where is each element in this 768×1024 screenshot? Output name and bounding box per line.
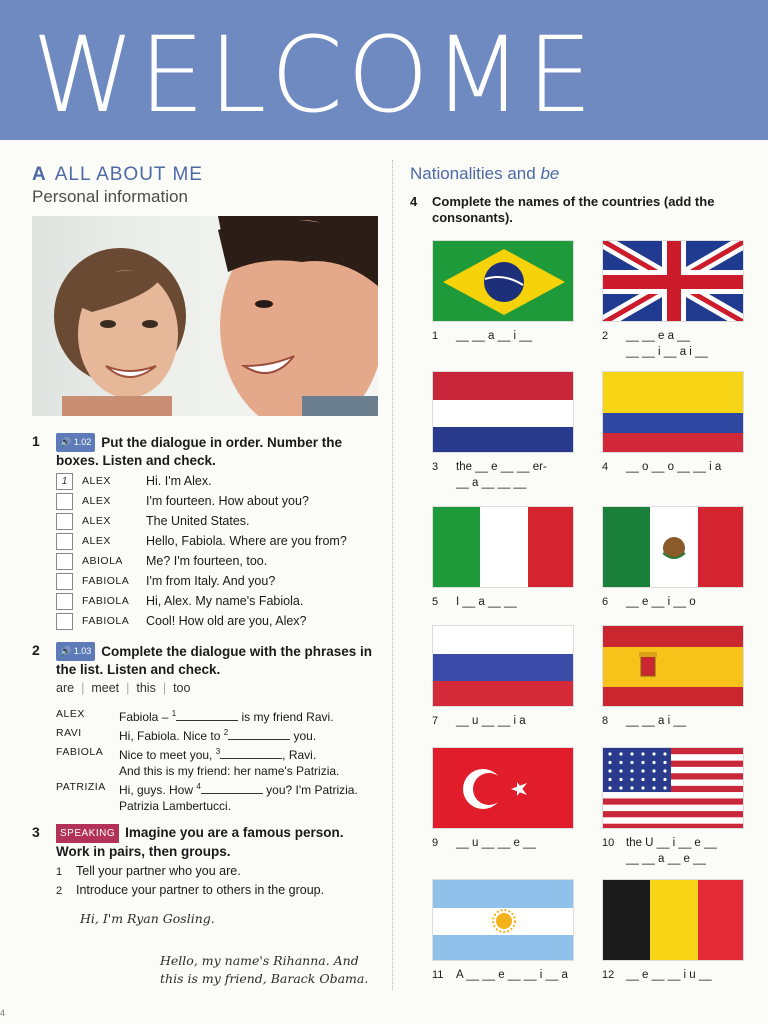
exercise-1-instruction: 🔊 1.02 Put the dialogue in order. Number the boxes. Listen and check. [56, 435, 343, 468]
nationalities-heading: Nationalities and be [410, 164, 560, 183]
dialogue-line: I'm from Italy. And you? [146, 574, 276, 588]
letter-blanks: __ e __ i __ o [626, 596, 696, 608]
word-are: are [56, 681, 75, 695]
spain-flag [602, 625, 744, 707]
item-number: 5 [432, 596, 439, 608]
exercise-1-number: 1 [32, 433, 40, 449]
russia-flag [432, 625, 574, 707]
example-speech-1: Hi, I'm Ryan Gosling. [80, 911, 215, 926]
audio-track-1-02[interactable]: 🔊 1.02 [56, 433, 95, 452]
dialogue-line: Me? I'm fourteen, too. [146, 554, 268, 568]
speaking-task-1: 1 Tell your partner who you are. [56, 864, 241, 878]
order-number-box[interactable] [56, 573, 73, 590]
speaker-label: FABIOLA [82, 575, 130, 587]
section-heading [32, 164, 203, 186]
welcome-banner [0, 0, 768, 140]
turkey-flag [432, 747, 574, 829]
country-name-prompt[interactable] [602, 713, 686, 729]
dialogue-1-row [56, 612, 307, 630]
dialogue-1-row [56, 552, 267, 570]
letter-blanks: __ u __ __ i a [456, 715, 526, 727]
dialogue-1-row [56, 532, 347, 550]
country-name-prompt[interactable] [432, 594, 517, 610]
letter-blanks-line2: __ a __ __ __ [456, 477, 527, 489]
exercise-4-number: 4 [410, 194, 418, 209]
word-too: too [173, 681, 191, 695]
speaker-label: ALEX [82, 475, 111, 487]
word-list: are | meet | this | too [56, 681, 191, 695]
dialogue-2-row: PATRIZIA Hi, guys. How $^4$ you? I'm Patrizia. Patrizia Lambertucci. [56, 781, 358, 813]
country-name-prompt[interactable] [432, 967, 568, 983]
word-this: this [136, 681, 156, 695]
dialogue-line: I'm fourteen. How about you? [146, 494, 309, 508]
dialogue-line: Hello, Fabiola. Where are you from? [146, 534, 347, 548]
answer-blank-3[interactable] [220, 748, 282, 759]
dialogue-line: Hi, Alex. My name's Fabiola. [146, 594, 304, 608]
speaker-label: ALEX [82, 535, 111, 547]
order-number-box[interactable] [56, 553, 73, 570]
audio-track-1-03[interactable]: 🔊 1.03 [56, 642, 95, 661]
dialogue-1-row [56, 592, 303, 610]
speaking-tag: SPEAKING [56, 824, 119, 843]
letter-blanks: __ __ e a __ [626, 330, 690, 342]
exercise-4-instruction: 4 Complete the names of the countries (add the consonants). [410, 194, 715, 225]
item-number: 3 [432, 461, 439, 473]
answer-blank-2[interactable] [228, 729, 290, 740]
colombia-flag [602, 371, 744, 453]
order-number-box[interactable]: 1 [56, 473, 73, 490]
country-name-prompt[interactable] [602, 835, 717, 867]
dialogue-1-row [56, 572, 275, 590]
dialogue-2-row: RAVI Hi, Fabiola. Nice to $^2$ you. [56, 727, 317, 743]
page-number: 4 [0, 1008, 6, 1018]
dialogue-1-row [56, 512, 250, 530]
item-number: 9 [432, 837, 439, 849]
exercise-2-number: 2 [32, 642, 40, 658]
letter-blanks: I __ a __ __ [456, 596, 517, 608]
letter-blanks: __ __ a __ i __ [456, 330, 533, 342]
usa-flag [602, 747, 744, 829]
order-number-box[interactable] [56, 493, 73, 510]
section-letter: A [32, 164, 47, 185]
speaker-label: FABIOLA [82, 615, 130, 627]
country-name-prompt[interactable] [602, 328, 708, 360]
speaker-label: FABIOLA [82, 595, 130, 607]
italy-flag [432, 506, 574, 588]
speaking-task-2: 2 Introduce your partner to others in the group. [56, 883, 325, 897]
country-name-prompt[interactable] [432, 459, 547, 491]
country-name-prompt[interactable] [602, 594, 696, 610]
letter-blanks: __ o __ o __ __ i a [626, 461, 722, 473]
dialogue-1-row [56, 492, 309, 510]
dialogue-1-row [56, 472, 212, 490]
speaker-label: ABIOLA [82, 555, 123, 567]
item-number: 12 [602, 969, 615, 981]
dialogue-line: The United States. [146, 514, 250, 528]
country-name-prompt[interactable] [432, 713, 526, 729]
letter-blanks: __ u __ __ e __ [456, 837, 536, 849]
country-name-prompt[interactable] [602, 967, 712, 983]
item-number: 6 [602, 596, 609, 608]
section-title: ALL ABOUT ME [54, 164, 203, 185]
letter-blanks-line2: __ __ i __ a i __ [626, 346, 708, 358]
order-number-box[interactable] [56, 593, 73, 610]
item-number: 11 [432, 969, 444, 981]
uk-flag [602, 240, 744, 322]
letter-blanks: the __ e __ __ er- [456, 461, 547, 473]
item-number: 1 [432, 330, 439, 342]
dialogue-2-row: FABIOLA Nice to meet you, $^3$ , Ravi. And this is my friend: her name's Patrizia. [56, 746, 340, 778]
example-speech-2: Hello, my name's Rihanna. And this is my friend, Barack Obama. [160, 953, 369, 986]
teenagers-photo [32, 216, 378, 416]
mexico-flag [602, 506, 744, 588]
letter-blanks: __ e __ __ i u __ [626, 969, 712, 981]
order-number-box[interactable] [56, 613, 73, 630]
item-number: 7 [432, 715, 439, 727]
item-number: 2 [602, 330, 609, 342]
item-number: 4 [602, 461, 609, 473]
answer-blank-4[interactable] [201, 783, 263, 794]
item-number: 8 [602, 715, 609, 727]
letter-blanks: A __ __ e __ __ i __ a [456, 969, 568, 981]
brazil-flag [432, 240, 574, 322]
speaker-label: FABIOLA [56, 746, 104, 758]
dialogue-line: Cool! How old are you, Alex? [146, 614, 307, 628]
order-number-box[interactable] [56, 533, 73, 550]
country-name-prompt[interactable] [432, 328, 532, 344]
letter-blanks-line2: __ __ a __ e __ [626, 853, 706, 865]
speaker-label: ALEX [82, 495, 111, 507]
speaker-label: ALEX [82, 515, 111, 527]
word-meet: meet [91, 681, 120, 695]
banner-title: WELCOME [32, 14, 597, 136]
section-subtitle: Personal information [32, 187, 188, 206]
exercise-3-instruction: SPEAKING Imagine you are a famous person. Work in pairs, then groups. [56, 825, 344, 859]
speaker-label: ALEX [56, 708, 85, 720]
letter-blanks: the U __ i __ e __ [626, 837, 717, 849]
dialogue-line: Hi. I'm Alex. [146, 474, 212, 488]
order-number-box[interactable] [56, 513, 73, 530]
exercise-3-number: 3 [32, 824, 40, 840]
argentina-flag [432, 879, 574, 961]
speaker-label: PATRIZIA [56, 781, 106, 793]
exercise-2-instruction: 🔊 1.03 Complete the dialogue with the phrases in the list. Listen and check. [56, 644, 373, 677]
item-number: 10 [602, 837, 615, 849]
speaker-label: RAVI [56, 727, 82, 739]
letter-blanks: __ __ a i __ [626, 715, 687, 727]
dialogue-2-row: ALEX Fabiola – $^1$ is my friend Ravi. [56, 708, 334, 724]
answer-blank-1[interactable] [176, 710, 238, 721]
country-name-prompt[interactable] [432, 835, 536, 851]
country-name-prompt[interactable] [602, 459, 721, 475]
column-divider [392, 160, 393, 990]
belgium-flag [602, 879, 744, 961]
netherlands-flag [432, 371, 574, 453]
